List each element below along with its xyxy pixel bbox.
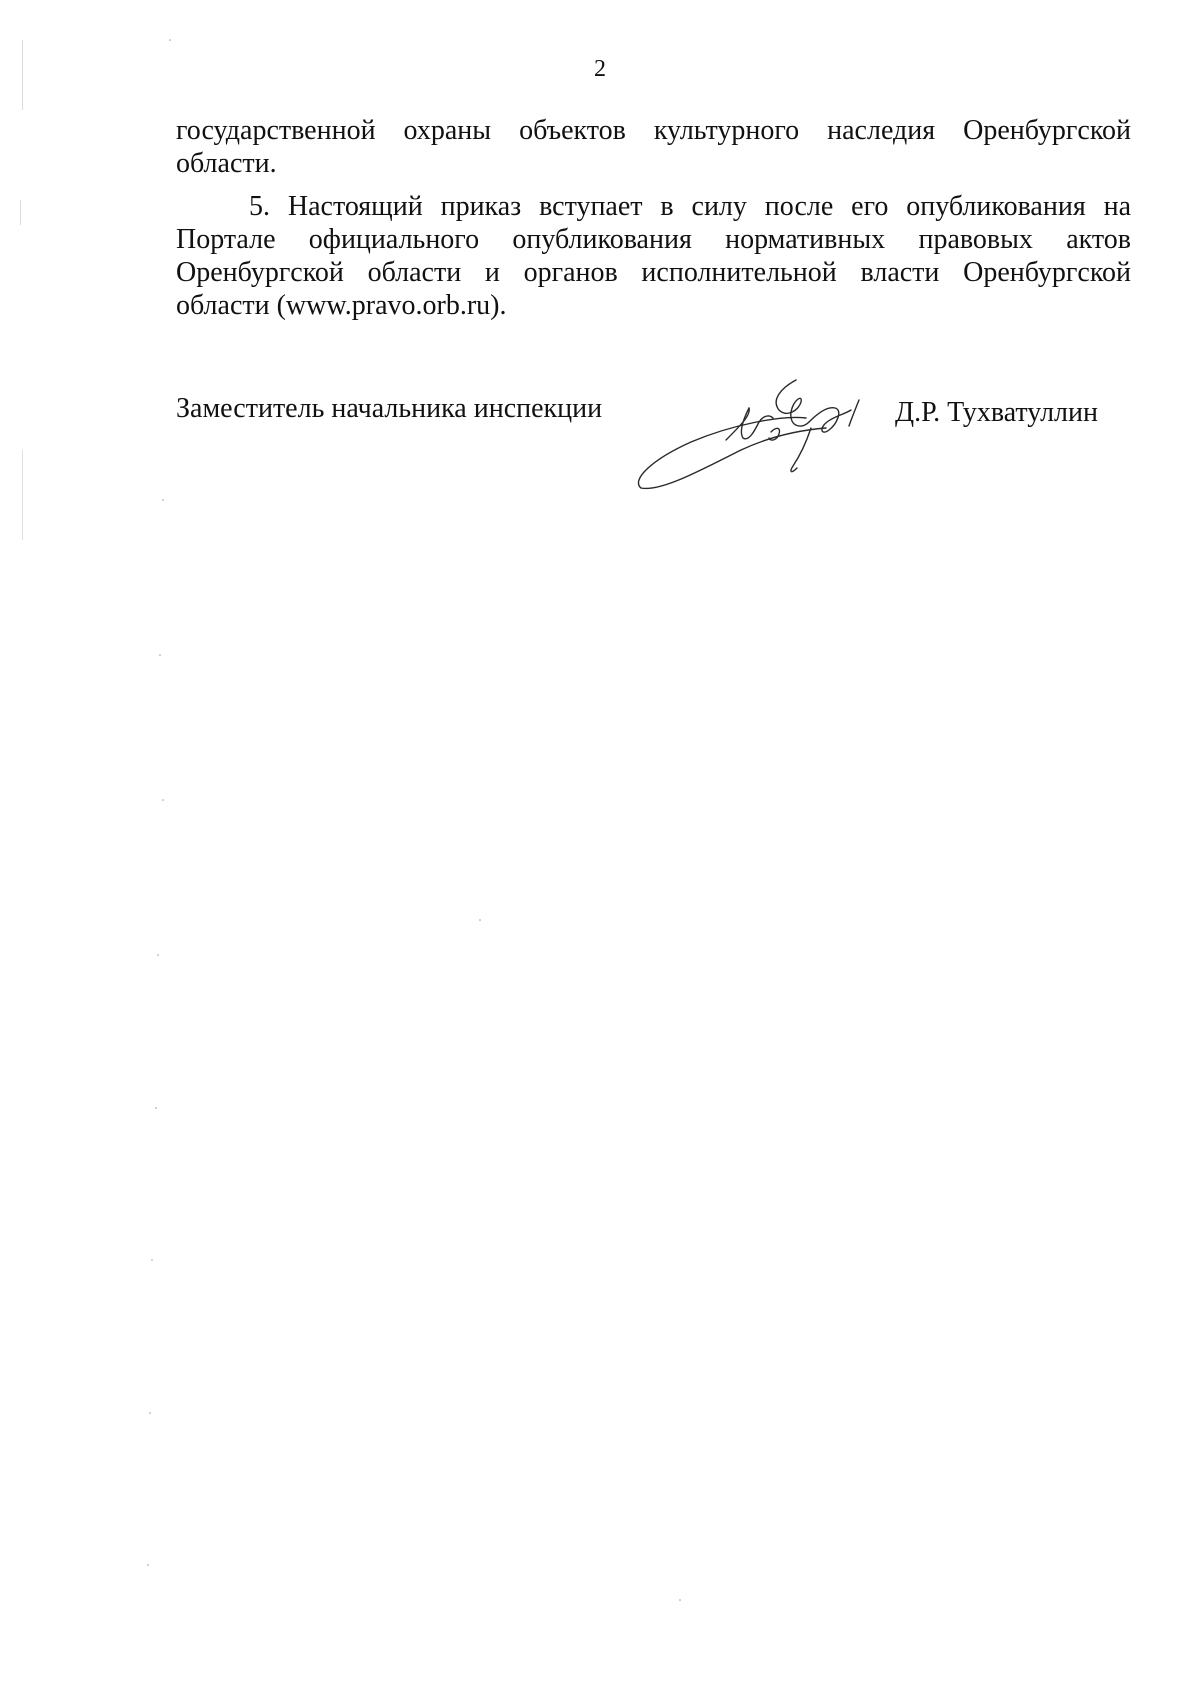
signer-name: Д.Р. Тухватуллин bbox=[895, 397, 1098, 428]
signer-position: Заместитель начальника инспекции bbox=[176, 393, 603, 424]
paragraph-line: Портале официального опубликования нормативных правовых актов bbox=[176, 224, 1131, 255]
handwritten-signature bbox=[631, 370, 871, 500]
paragraph-line: области. bbox=[176, 148, 277, 179]
body-text bbox=[176, 114, 1131, 322]
signature-block bbox=[176, 384, 1131, 504]
paragraph-line: области (www.pravo.orb.ru). bbox=[176, 290, 507, 321]
paragraph-line: Оренбургской области и органов исполнительной власти Оренбургской bbox=[176, 257, 1131, 288]
page-number: 2 bbox=[594, 56, 606, 82]
paragraph-line: государственной охраны объектов культурного наследия Оренбургской bbox=[176, 115, 1131, 146]
paragraph-line: 5. Настоящий приказ вступает в силу после его опубликования на bbox=[249, 191, 1131, 222]
